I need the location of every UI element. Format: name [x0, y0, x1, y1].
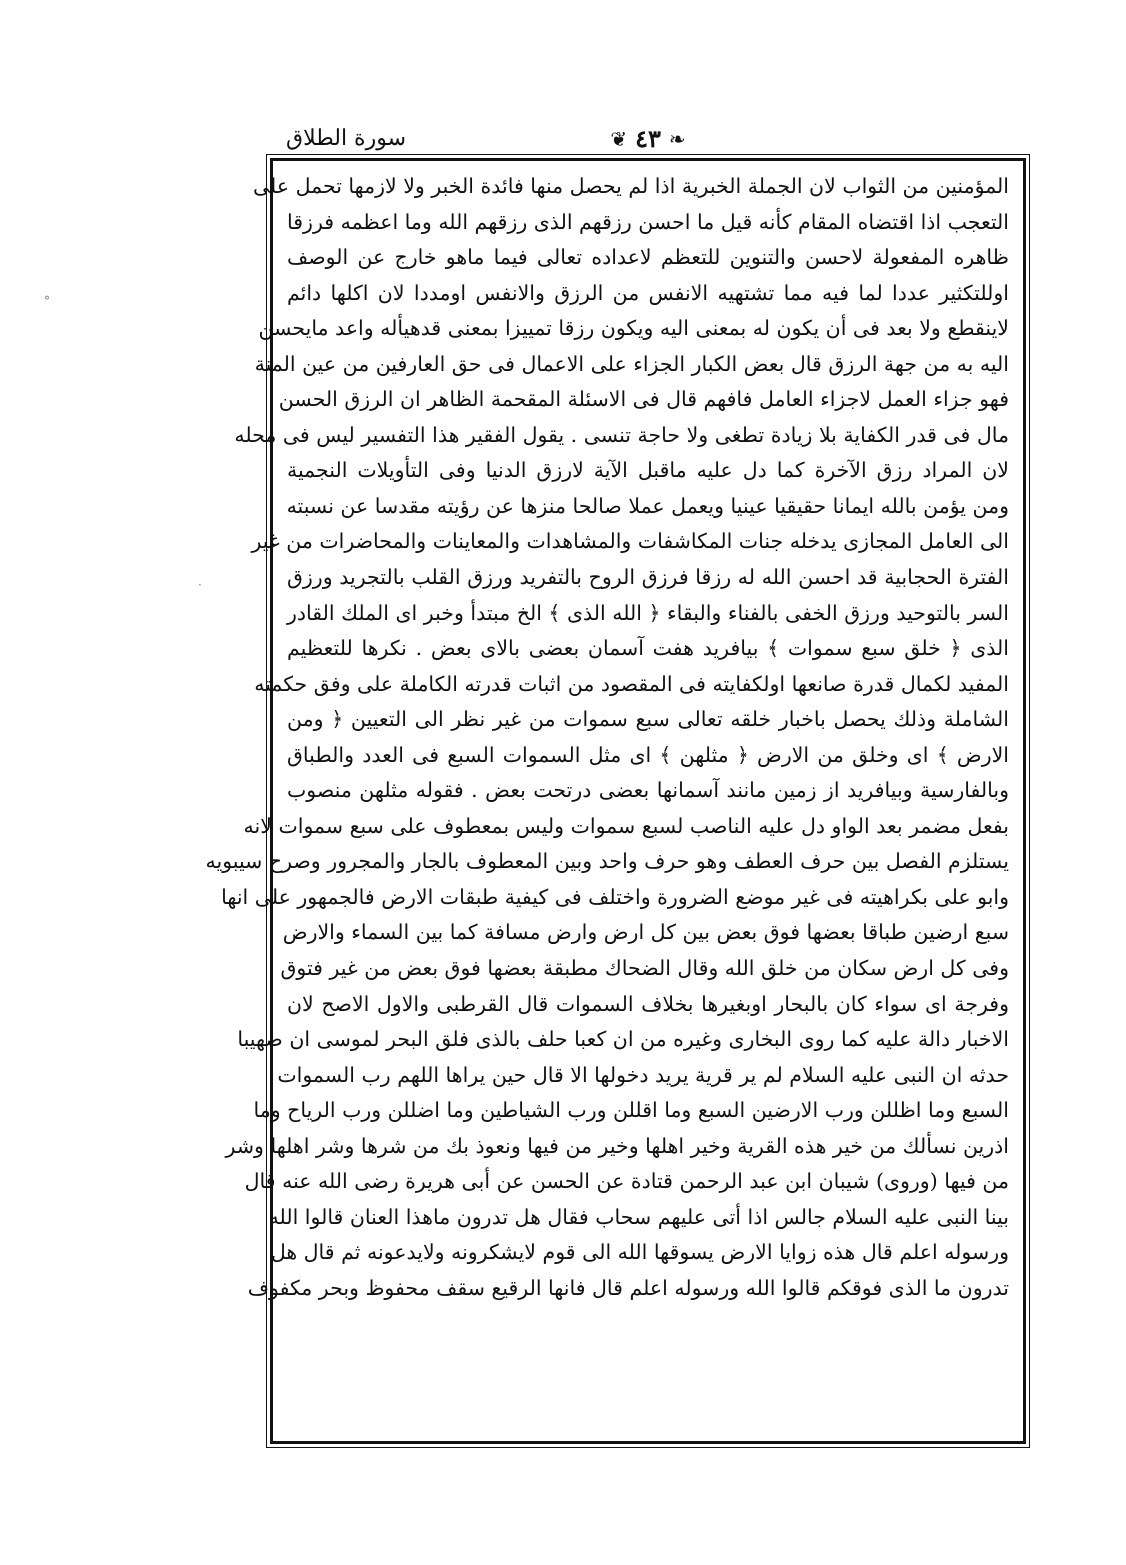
page-number-group [610, 124, 685, 153]
text-line: السر بالتوحيد ورزق الخفى بالفناء والبقاء ﴿ الله الذى ﴾ الخ مبتدأ وخبر اى الملك القادر [287, 600, 1009, 625]
text-line: اليه به من جهة الرزق قال بعض الكبار الجزاء على الاعمال فى حق العارفين من عين المنة [254, 351, 1009, 376]
text-line: وفى كل ارض سكان من خلق الله وقال الضحاك مطبقة بعضها فوق بعض من غير فتوق [280, 956, 1009, 981]
text-line: لاينقطع ولا بعد فى أن يكون له بمعنى اليه ويكون رزقا تمييزا بمعنى قدهيأله واعد مايحسن [258, 316, 1009, 341]
page-number: ٤٣ [635, 124, 661, 153]
ornament-left-icon: ❦ [610, 126, 628, 151]
text-line: اوللتكثير عددا لما فيه مما تشتهيه الانفس من الرزق والانفس اومددا لان اكلها دائم [287, 280, 1009, 305]
text-line: سبع ارضين طباقا بعضها فوق بعض بين كل ارض وارض مسافة كما بين السماء والارض [282, 920, 1009, 945]
text-line: ومن يؤمن بالله ايمانا حقيقيا عينيا ويعمل عملا صالحا منزها عن رؤيته مقدسا عن نسبته [286, 493, 1009, 518]
margin-speck: ° [44, 294, 50, 308]
text-line: الذى ﴿ خلق سبع سموات ﴾ بيافريد هفت آسمان بعضى بالاى بعض . نكرها للتعظيم [287, 636, 1009, 661]
text-frame [205, 158, 1026, 1444]
text-line: السبع وما اظللن ورب الارضين السبع وما اقللن ورب الشياطين وما اضللن ورب الرياح وما [253, 1098, 1009, 1123]
text-body [205, 169, 1009, 1307]
text-line: الفترة الحجابية قد احسن الله له رزقا فرزق الروح بالتفريد ورزق القلب بالتجريد ورزق [287, 565, 1009, 590]
text-line: بفعل مضمر بعد الواو دل عليه الناصب لسبع سموات وليس بمعطوف على سبع سموات لانه [243, 813, 1009, 838]
text-line: لان المراد رزق الآخرة كما دل عليه ماقبل الآية لارزق الدنيا وفى التأويلات النجمية [287, 458, 1009, 483]
text-line: وابو على بكراهيته فى غير موضع الضرورة واختلف فى كيفية طبقات الارض فالجمهور على انها [221, 884, 1009, 909]
text-line: التعجب اذا اقتضاه المقام كأنه قيل ما احسن رزقهم الذى رزقهم الله وما اعظمه فرزقا [287, 209, 1009, 234]
text-line: الاخبار دالة عليه كما روى البخارى وغيره من ان كعبا حلف بالذى فلق البحر لموسى ان صهيبا [237, 1027, 1009, 1052]
text-line: بينا النبى عليه السلام جالس اذا أتى عليهم سحاب فقال هل تدرون ماهذا العنان قالوا الله [268, 1204, 1009, 1229]
text-line: اذرين نسألك من خير هذه القرية وخير اهلها وخير من فيها ونعوذ بك من شرها وشر اهلها وشر [225, 1133, 1009, 1158]
text-line: فهو جزاء العمل لاجزاء العامل فافهم قال فى الاسئلة المقحمة الظاهر ان الرزق الحسن [278, 387, 1009, 412]
text-line: ورسوله اعلم قال هذه زوايا الارض يسوقها الله الى قوم لايشكرونه ولايدعونه ثم قال هل [270, 1240, 1009, 1265]
text-line: تدرون ما الذى فوقكم قالوا الله ورسوله اعلم قال فانها الرقيع سقف محفوظ وبحر مكفوف [247, 1275, 1009, 1300]
page-header [272, 124, 1024, 158]
ornament-right-icon: ❧ [668, 126, 686, 151]
text-line: من فيها (وروى) شيبان ابن عبد الرحمن قتادة عن الحسن عن أبى هريرة رضى الله عنه قال [244, 1169, 1009, 1194]
surah-title: سورة الطلاق [286, 126, 407, 151]
text-line: الى العامل المجازى يدخله جنات المكاشفات والمشاهدات والمعاينات والمحاضرات من غير [251, 529, 1009, 554]
text-line: المفيد لكمال قدرة صانعها اولكفايته فى المقصود من اثبات قدرته الكاملة على وفق حكمته [254, 671, 1009, 696]
text-line: الارض ﴾ اى وخلق من الارض ﴿ مثلهن ﴾ اى مثل السموات السبع فى العدد والطباق [287, 742, 1009, 767]
text-line: وبالفارسية وبيافريد از زمين مانند آسمانها بعضى درتحت بعض . فقوله مثلهن منصوب [287, 778, 1009, 803]
text-line: الشاملة وذلك يحصل باخبار خلقه تعالى سبع سموات من غير نظر الى التعيين ﴿ ومن [287, 707, 1009, 732]
text-line: يستلزم الفصل بين حرف العطف وهو حرف واحد وبين المعطوف بالجار والمجرور وصرح سيبويه [205, 849, 1009, 874]
margin-speck: · [198, 578, 202, 592]
text-line: المؤمنين من الثواب لان الجملة الخبرية اذا لم يحصل منها فائدة الخبر ولا لازمها تحمل على [252, 174, 1009, 198]
text-line: وفرجة اى سواء كان بالبحار اوبغيرها بخلاف السموات قال القرطبى والاول الاصح لان [287, 991, 1009, 1016]
text-line: مال فى قدر الكفاية بلا زيادة تطغى ولا حاجة تنسى . يقول الفقير هذا التفسير ليس فى محله [234, 422, 1009, 447]
text-line: حدثه ان النبى عليه السلام لم ير قرية يريد دخولها الا قال حين يراها اللهم رب السموات [277, 1062, 1009, 1087]
text-line: ظاهره المفعولة لاحسن والتنوين للتعظم لاعداده تعالى فيما ماهو خارج عن الوصف [287, 245, 1009, 270]
